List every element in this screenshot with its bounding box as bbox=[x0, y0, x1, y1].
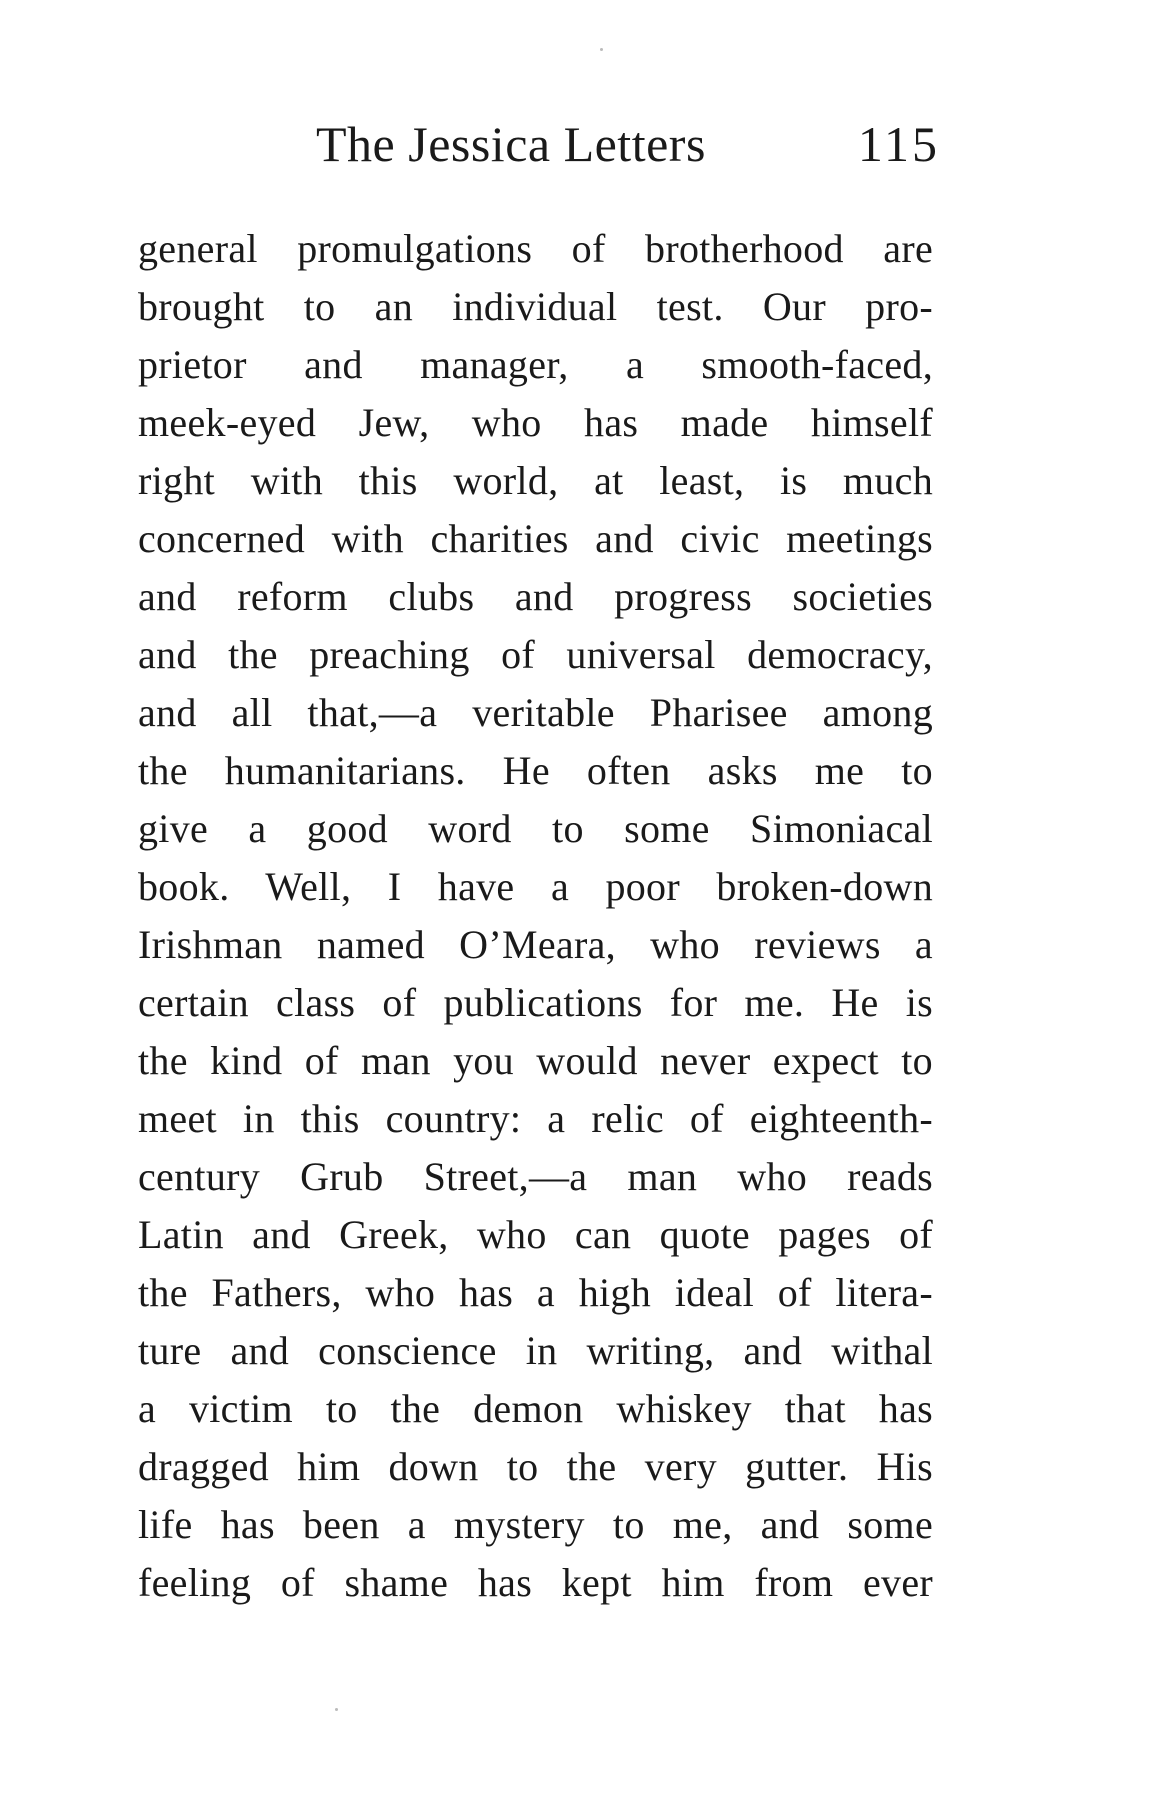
text-line: the humanitarians. He often asks me to bbox=[138, 748, 933, 793]
text-line: and the preaching of universal democracy, bbox=[138, 632, 933, 677]
text-line: century Grub Street,—a man who reads bbox=[138, 1154, 933, 1199]
text-line: give a good word to some Simoniacal bbox=[138, 806, 933, 851]
body-text bbox=[138, 220, 933, 1612]
text-line: and all that,—a veritable Pharisee among bbox=[138, 690, 933, 735]
text-line: Latin and Greek, who can quote pages of bbox=[138, 1212, 933, 1257]
page-number: 115 bbox=[857, 116, 940, 172]
text-line: certain class of publications for me. He is bbox=[138, 980, 933, 1025]
text-line: life has been a mystery to me, and some bbox=[138, 1502, 933, 1547]
text-line: the Fathers, who has a high ideal of litera- bbox=[138, 1270, 933, 1315]
text-line: a victim to the demon whiskey that has bbox=[138, 1386, 933, 1431]
text-line: the kind of man you would never expect to bbox=[138, 1038, 933, 1083]
text-line: ture and conscience in writing, and withal bbox=[138, 1328, 933, 1373]
running-head bbox=[316, 112, 940, 176]
text-line: brought to an individual test. Our pro- bbox=[138, 284, 933, 329]
text-line: concerned with charities and civic meetings bbox=[138, 516, 933, 561]
running-title: The Jessica Letters bbox=[316, 116, 706, 172]
text-line: feeling of shame has kept him from ever bbox=[138, 1560, 933, 1605]
text-line: dragged him down to the very gutter. His bbox=[138, 1444, 933, 1489]
text-line: and reform clubs and progress societies bbox=[138, 574, 933, 619]
text-line: meet in this country: a relic of eighteenth- bbox=[138, 1096, 933, 1141]
text-line: right with this world, at least, is much bbox=[138, 458, 933, 503]
text-line: book. Well, I have a poor broken-down bbox=[138, 864, 933, 909]
text-line: Irishman named O’Meara, who reviews a bbox=[138, 922, 933, 967]
paper-speck bbox=[600, 48, 603, 51]
paper-speck bbox=[335, 1708, 338, 1711]
text-line: general promulgations of brotherhood are bbox=[138, 226, 933, 271]
text-line: meek-eyed Jew, who has made himself bbox=[138, 400, 933, 445]
text-line: prietor and manager, a smooth-faced, bbox=[138, 342, 933, 387]
